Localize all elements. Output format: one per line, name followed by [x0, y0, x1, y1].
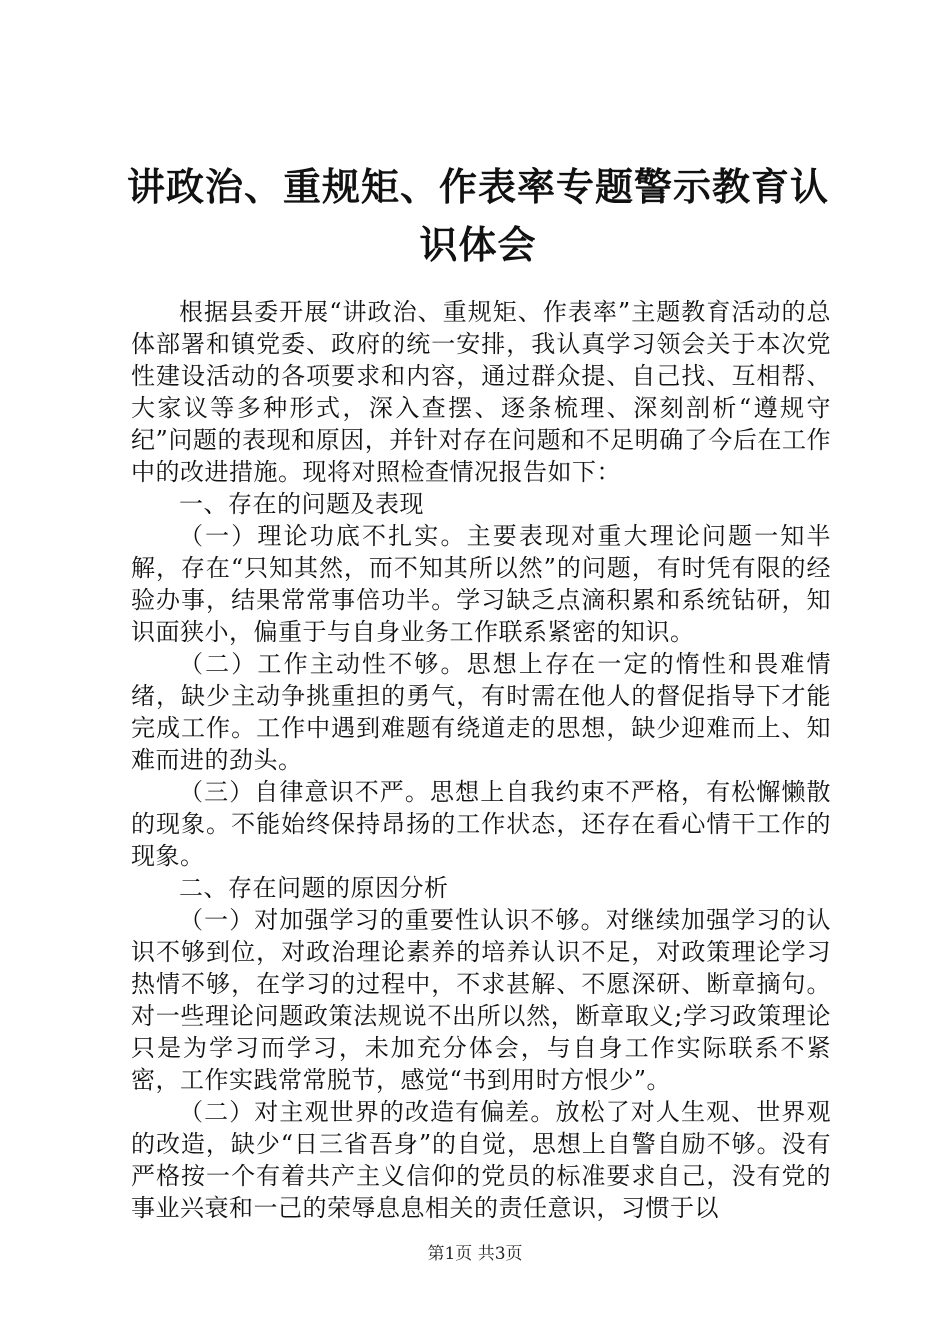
document-body: [131, 296, 831, 1224]
paragraph-cause-2: （二）对主观世界的改造有偏差。放松了对人生观、世界观的改造，缺少“日三省吾身”的自觉，思想上自警自励不够。没有严格按一个有着共产主义信仰的党员的标准要求自己，没有党的事业兴衰和一己的荣辱息息相关的责任意识，习惯于以: [131, 1098, 831, 1222]
page-number-footer: 第1页 共3页: [427, 1244, 523, 1264]
section-heading-problems: 一、存在的问题及表现: [179, 490, 424, 518]
paragraph-intro: 根据县委开展“讲政治、重规矩、作表率”主题教育活动的总体部署和镇党委、政府的统一安排，我认真学习领会关于本次党性建设活动的各项要求和内容，通过群众提、自己找、互相帮、大家议等多种形式，深入查摆、逐条梳理、深刻剖析“遵规守纪”问题的表现和原因，并针对存在问题和不足明确了今后在工作中的改进措施。现将对照检查情况报告如下：: [131, 298, 831, 486]
paragraph-problem-2: （二）工作主动性不够。思想上存在一定的惰性和畏难情绪，缺少主动争挑重担的勇气，有时需在他人的督促指导下才能完成工作。工作中遇到难题有绕道走的思想，缺少迎难而上、知难而进的劲头。: [131, 650, 831, 774]
paragraph-cause-1: （一）对加强学习的重要性认识不够。对继续加强学习的认识不够到位，对政治理论素养的培养认识不足，对政策理论学习热情不够，在学习的过程中，不求甚解、不愿深研、断章摘句。对一些理论问题政策法规说不出所以然，断章取义;学习政策理论只是为学习而学习，未加充分体会，与自身工作实际联系不紧密，工作实践常常脱节，感觉“书到用时方恨少”。: [131, 906, 831, 1094]
document-title: 讲政治、重规矩、作表率专题警示教育认识体会: [126, 164, 829, 267]
paragraph-problem-1: （一）理论功底不扎实。主要表现对重大理论问题一知半解，存在“只知其然，而不知其所以然”的问题，有时凭有限的经验办事，结果常常事倍功半。学习缺乏点滴积累和系统钻研，知识面狭小，偏重于与自身业务工作联系紧密的知识。: [131, 522, 831, 646]
section-heading-causes: 二、存在问题的原因分析: [179, 874, 449, 902]
paragraph-problem-3: （三）自律意识不严。思想上自我约束不严格，有松懈懒散的现象。不能始终保持昂扬的工作状态，还存在看心情干工作的现象。: [131, 778, 831, 870]
